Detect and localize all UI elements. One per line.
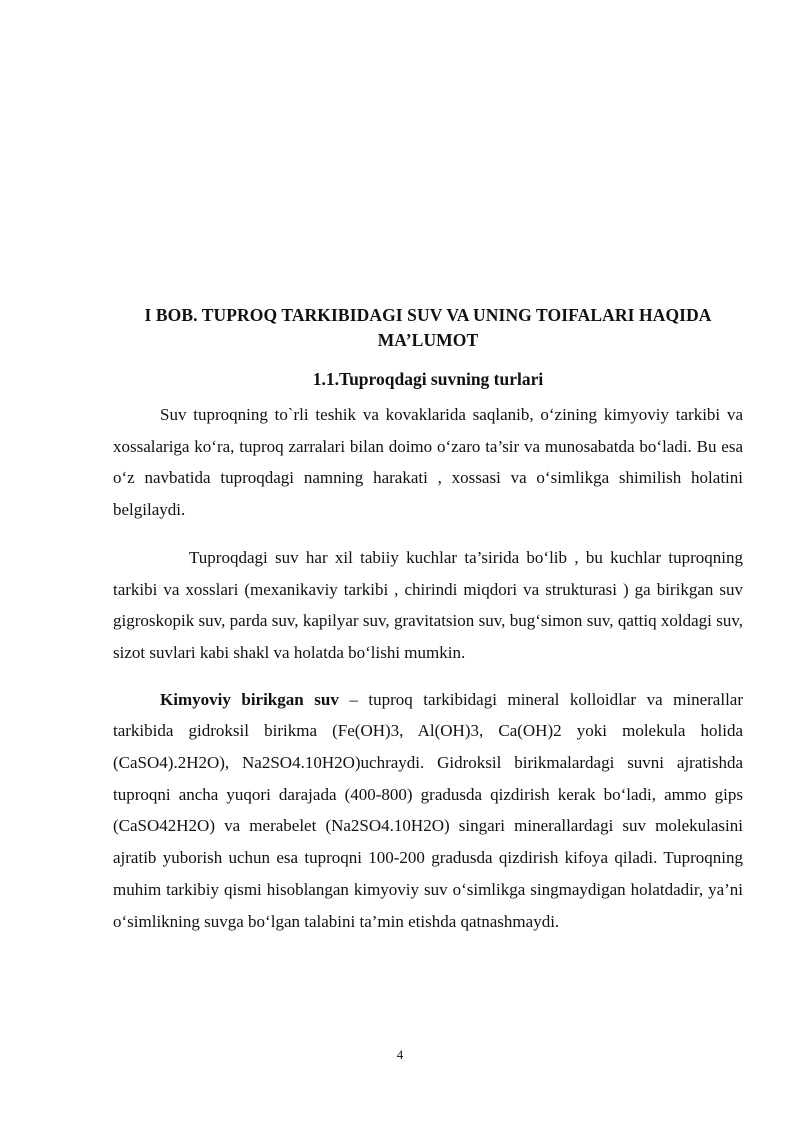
page-content — [113, 303, 743, 937]
paragraph-water-retention: Suv tuproqning to`rli teshik va kovaklarida saqlanib, o‘zining kimyoviy tarkibi va xossalariga ko‘ra, tuproq zarralari bilan doimo o‘zaro ta’sir va munosabatda bo‘ladi. Bu esa o‘z navbatida tuproqdagi namning harakati , xossasi va o‘simlikga shimilish holatini belgilaydi. — [113, 405, 743, 520]
paragraph-chemically-bound-water — [113, 684, 743, 938]
paragraph-chemically-bound-water-text: – tuproq tarkibidagi mineral kolloidlar va minerallar tarkibida gidroksil birikma (Fe(OH)3, Al(OH)3, Ca(OH)2 yoki molekula holida (CaSO4).2H2O), Na2SO4.10H2O)uchraydi. Gidroksil birikmalardagi suvni ajratishda tuproqni ancha yuqori darajada (400-800) gradusda qizdirish kerak bo‘ladi, ammo gips (CaSO42H2O) va merabelet (Na2SO4.10H2O) singari minerallardagi suv molekulasini ajratib yuborish uchun esa tuproqni 100-200 gradusda qizdirish kifoya qiladi. Tuproqning muhim tarkibiy qismi hisoblangan kimyoviy suv o‘simlikga singmaydigan holatdadir, ya’ni o‘simlikning suvga bo‘lgan talabini ta’min etishda qatnashmaydi. — [113, 689, 743, 931]
paragraph-water-forms: Tuproqdagi suv har xil tabiiy kuchlar ta’sirida bo‘lib , bu kuchlar tuproqning tarkibi va xosslari (mexanikaviy tarkibi , chirindi miqdori va strukturasi ) ga birikgan suv gigroskopik suv, parda suv, kapilyar suv, gravitatsion suv, bug‘simon suv, qattiq xoldagi suv, sizot suvlari kabi shakl va holatda bo‘lishi mumkin. — [113, 547, 743, 662]
term-chemically-bound-water: Kimyoviy birikgan suv — [160, 689, 339, 709]
section-title: 1.1.Tuproqdagi suvning turlari — [312, 369, 544, 389]
chapter-title: I BOB. TUPROQ TARKIBIDAGI SUV VA UNING TOIFALARI HAQIDA MA’LUMOT — [144, 305, 712, 350]
page-number: 4 — [396, 1047, 404, 1062]
